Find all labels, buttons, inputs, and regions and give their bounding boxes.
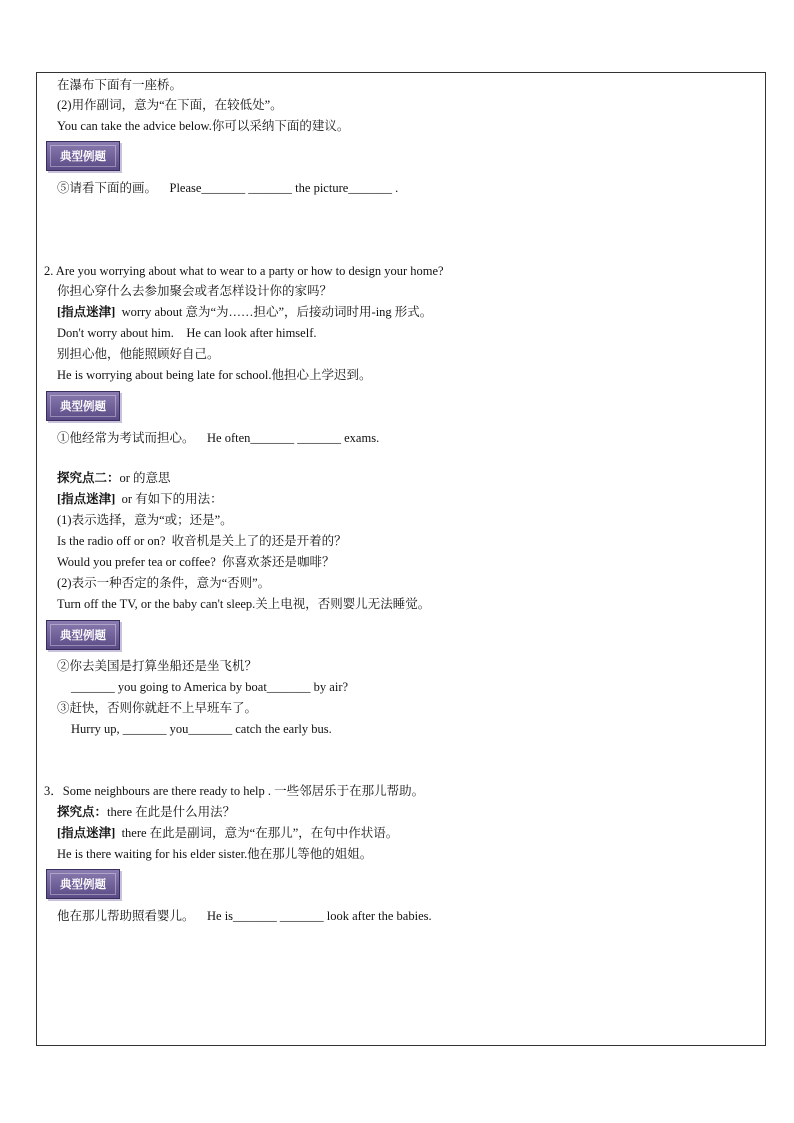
inquiry-point: [57, 804, 235, 820]
usage-1: (1)表示选择，意为“或；还是”。: [57, 513, 233, 527]
example-sentence: Turn off the TV, or the baby can't sleep.关上电视，否则婴儿无法睡觉。: [57, 597, 431, 611]
tip-text: there 在此是副词，意为“在那儿”，在句中作状语。: [115, 826, 399, 840]
tip-line: [57, 825, 398, 841]
example-badge: 典型例题: [46, 869, 120, 899]
question-3: 3．Some neighbours are there ready to help . 一些邻居乐于在那儿帮助。: [44, 784, 425, 798]
exercise-1: ①他经常为考试而担心。 He often_______ _______ exams.: [57, 431, 380, 445]
example-badge: 典型例题: [46, 141, 120, 171]
example-sentence: Would you prefer tea or coffee? 你喜欢茶还是咖啡？: [57, 555, 335, 569]
text-line: You can take the advice below.你可以采纳下面的建议。: [57, 119, 350, 133]
tip-line: [57, 304, 432, 320]
inquiry-text: or 的意思: [119, 471, 171, 485]
example-badge: 典型例题: [46, 620, 120, 650]
inquiry-point-2: [57, 470, 171, 486]
tip-line: [57, 491, 223, 507]
text-line: (2)用作副词，意为“在下面，在较低处”。: [57, 98, 283, 112]
exercise-2-blank: _______ you going to America by boat_______ by air?: [71, 680, 349, 694]
example-badge: 典型例题: [46, 391, 120, 421]
tip-label: [指点迷津]: [57, 305, 116, 319]
inquiry-label: 探究点：: [57, 805, 108, 819]
usage-2: (2)表示一种否定的条件，意为“否则”。: [57, 576, 271, 590]
tip-text: or 有如下的用法：: [115, 492, 223, 506]
example-translation: 别担心他，他能照顾好自己。: [57, 347, 220, 361]
example-sentence: Is the radio off or on? 收音机是关上了的还是开着的？: [57, 534, 347, 548]
tip-label: [指点迷津]: [57, 826, 116, 840]
exercise-3-blank: Hurry up, _______ you_______ catch the early bus.: [71, 722, 332, 736]
tip-label: [指点迷津]: [57, 492, 116, 506]
exercise-5: ⑤请看下面的画。 Please_______ _______ the picture_______ .: [57, 181, 399, 195]
text-line: 在瀑布下面有一座桥。: [57, 78, 183, 92]
question-2-translation: 你担心穿什么去参加聚会或者怎样设计你的家吗？: [57, 284, 333, 298]
inquiry-text: there 在此是什么用法？: [107, 805, 236, 819]
example-sentence: He is there waiting for his elder sister.他在那儿等他的姐姐。: [57, 847, 373, 861]
inquiry-label: 探究点二：: [57, 471, 120, 485]
question-2: 2. Are you worrying about what to wear to a party or how to design your home?: [44, 264, 444, 278]
exercise-2: ②你去美国是打算坐船还是坐飞机？: [57, 659, 258, 673]
exercise-final: 他在那儿帮助照看婴儿。 He is_______ _______ look after the babies.: [57, 909, 432, 923]
example-sentence: He is worrying about being late for school.他担心上学迟到。: [57, 368, 372, 382]
example-sentence: Don't worry about him. He can look after himself.: [57, 326, 317, 340]
tip-text: worry about 意为“为……担心”，后接动词时用-ing 形式。: [115, 305, 433, 319]
exercise-3: ③赶快，否则你就赶不上早班车了。: [57, 701, 258, 715]
